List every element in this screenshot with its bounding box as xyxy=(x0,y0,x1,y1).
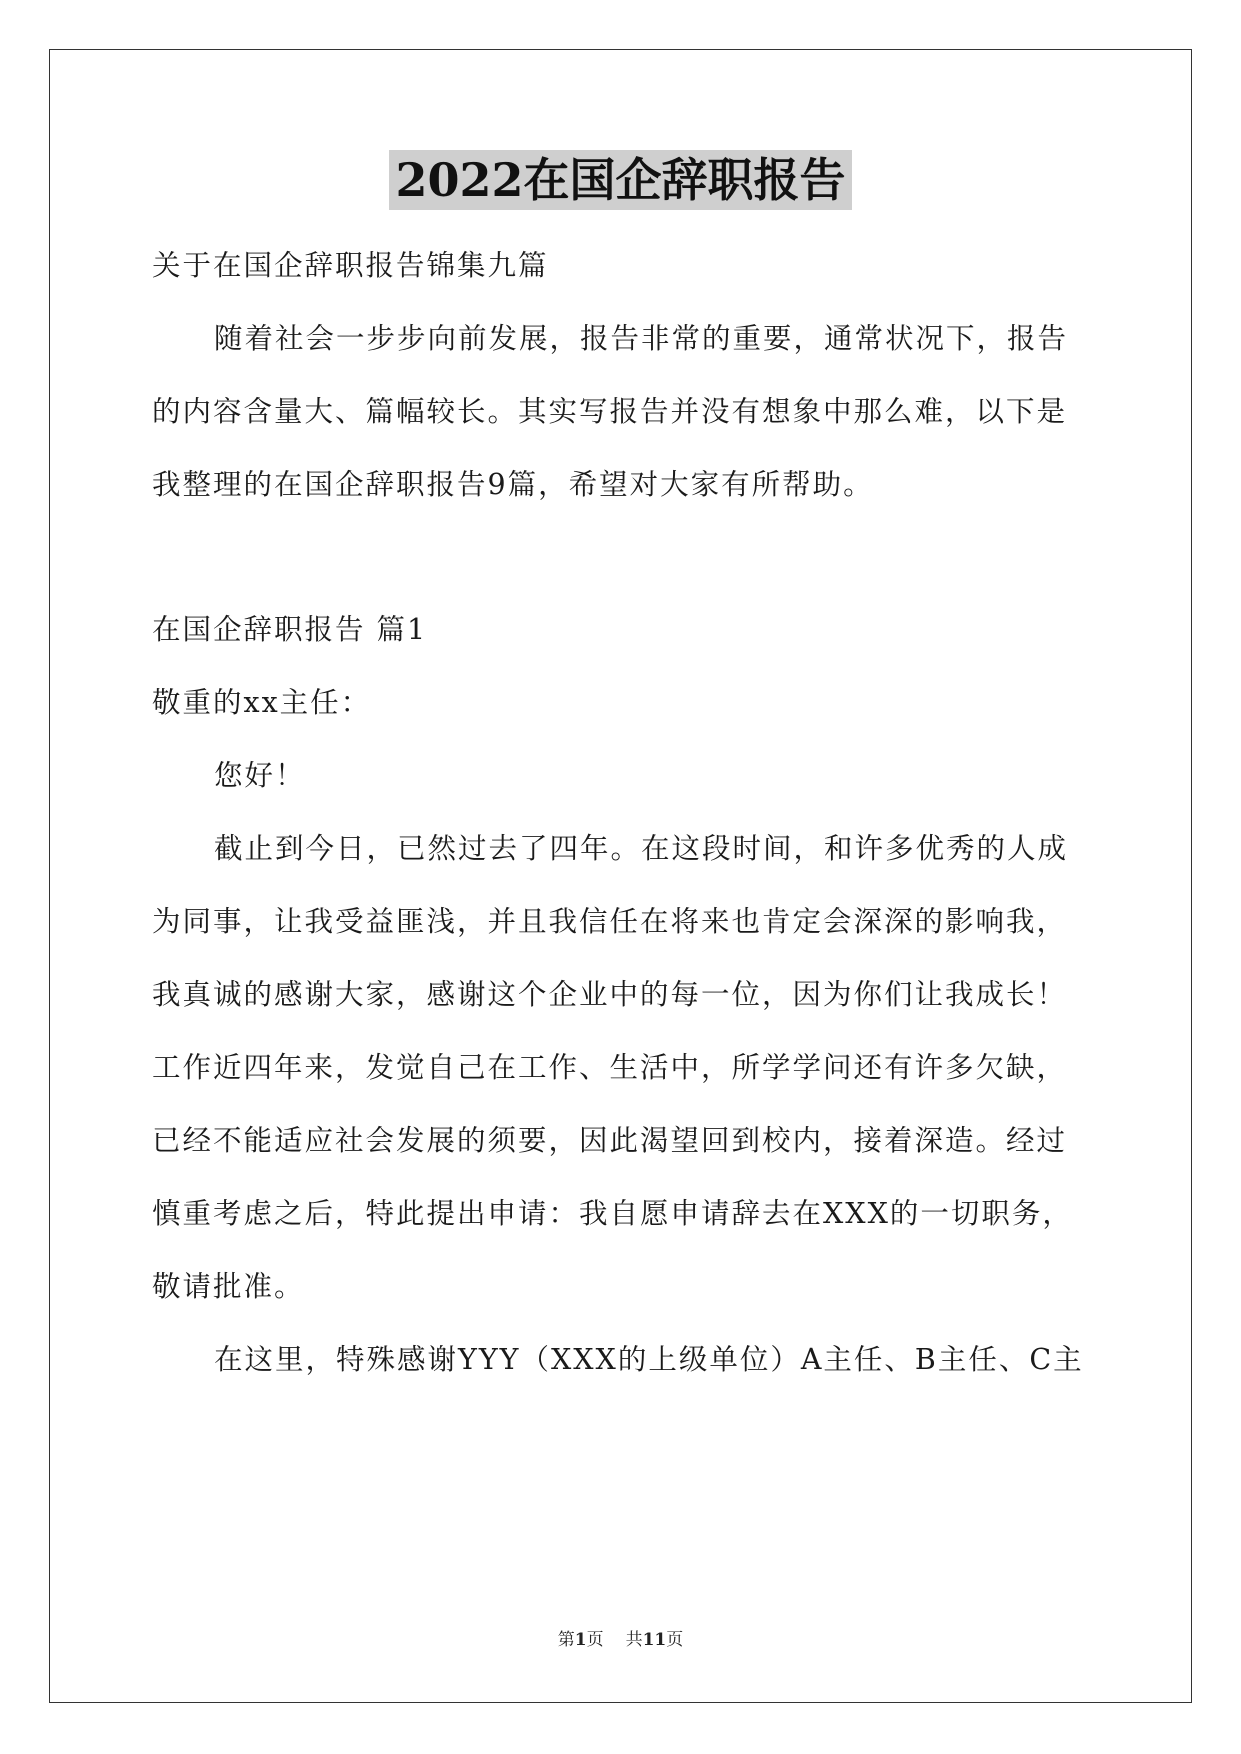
para1-line-7: 敬请批准。 xyxy=(152,1270,305,1303)
footer-page-prefix: 第 xyxy=(557,1630,575,1650)
section-heading: 在国企辞职报告 篇1 xyxy=(152,613,428,646)
footer-total-suffix: 页 xyxy=(666,1630,684,1650)
intro-line-1: 随着社会一步步向前发展，报告非常的重要，通常状况下，报告 xyxy=(214,322,1069,355)
para1-line-6: 慎重考虑之后，特此提出申请：我自愿申请辞去在XXX的一切职务， xyxy=(152,1197,1073,1230)
footer-page-number: 1 xyxy=(574,1630,587,1650)
footer-total-pages: 11 xyxy=(642,1630,667,1650)
footer-total-prefix: 共 xyxy=(625,1630,643,1650)
intro-line-2: 的内容含量大、篇幅较长。其实写报告并没有想象中那么难，以下是 xyxy=(152,395,1068,428)
title-container xyxy=(0,150,1241,210)
page-frame xyxy=(49,49,1192,1703)
para1-line-2: 为同事，让我受益匪浅，并且我信任在将来也肯定会深深的影响我， xyxy=(152,905,1068,938)
salutation: 敬重的xx主任： xyxy=(152,686,372,719)
para1-line-5: 已经不能适应社会发展的须要，因此渴望回到校内，接着深造。经过 xyxy=(152,1124,1068,1157)
document-subtitle: 关于在国企辞职报告锦集九篇 xyxy=(152,249,549,282)
footer-page-suffix: 页 xyxy=(586,1630,604,1650)
greeting: 您好！ xyxy=(214,759,306,792)
para1-line-3: 我真诚的感谢大家，感谢这个企业中的每一位，因为你们让我成长！ xyxy=(152,978,1068,1011)
para1-line-4: 工作近四年来，发觉自己在工作、生活中，所学学问还有许多欠缺， xyxy=(152,1051,1068,1084)
para2-line-1: 在这里，特殊感谢YYY（XXX的上级单位）A主任、B主任、C主 xyxy=(214,1343,1084,1376)
para1-line-1: 截止到今日，已然过去了四年。在这段时间，和许多优秀的人成 xyxy=(214,832,1069,865)
intro-line-3: 我整理的在国企辞职报告9篇，希望对大家有所帮助。 xyxy=(152,468,874,501)
document-title: 2022在国企辞职报告 xyxy=(389,150,851,210)
page-footer xyxy=(0,1625,1241,1650)
